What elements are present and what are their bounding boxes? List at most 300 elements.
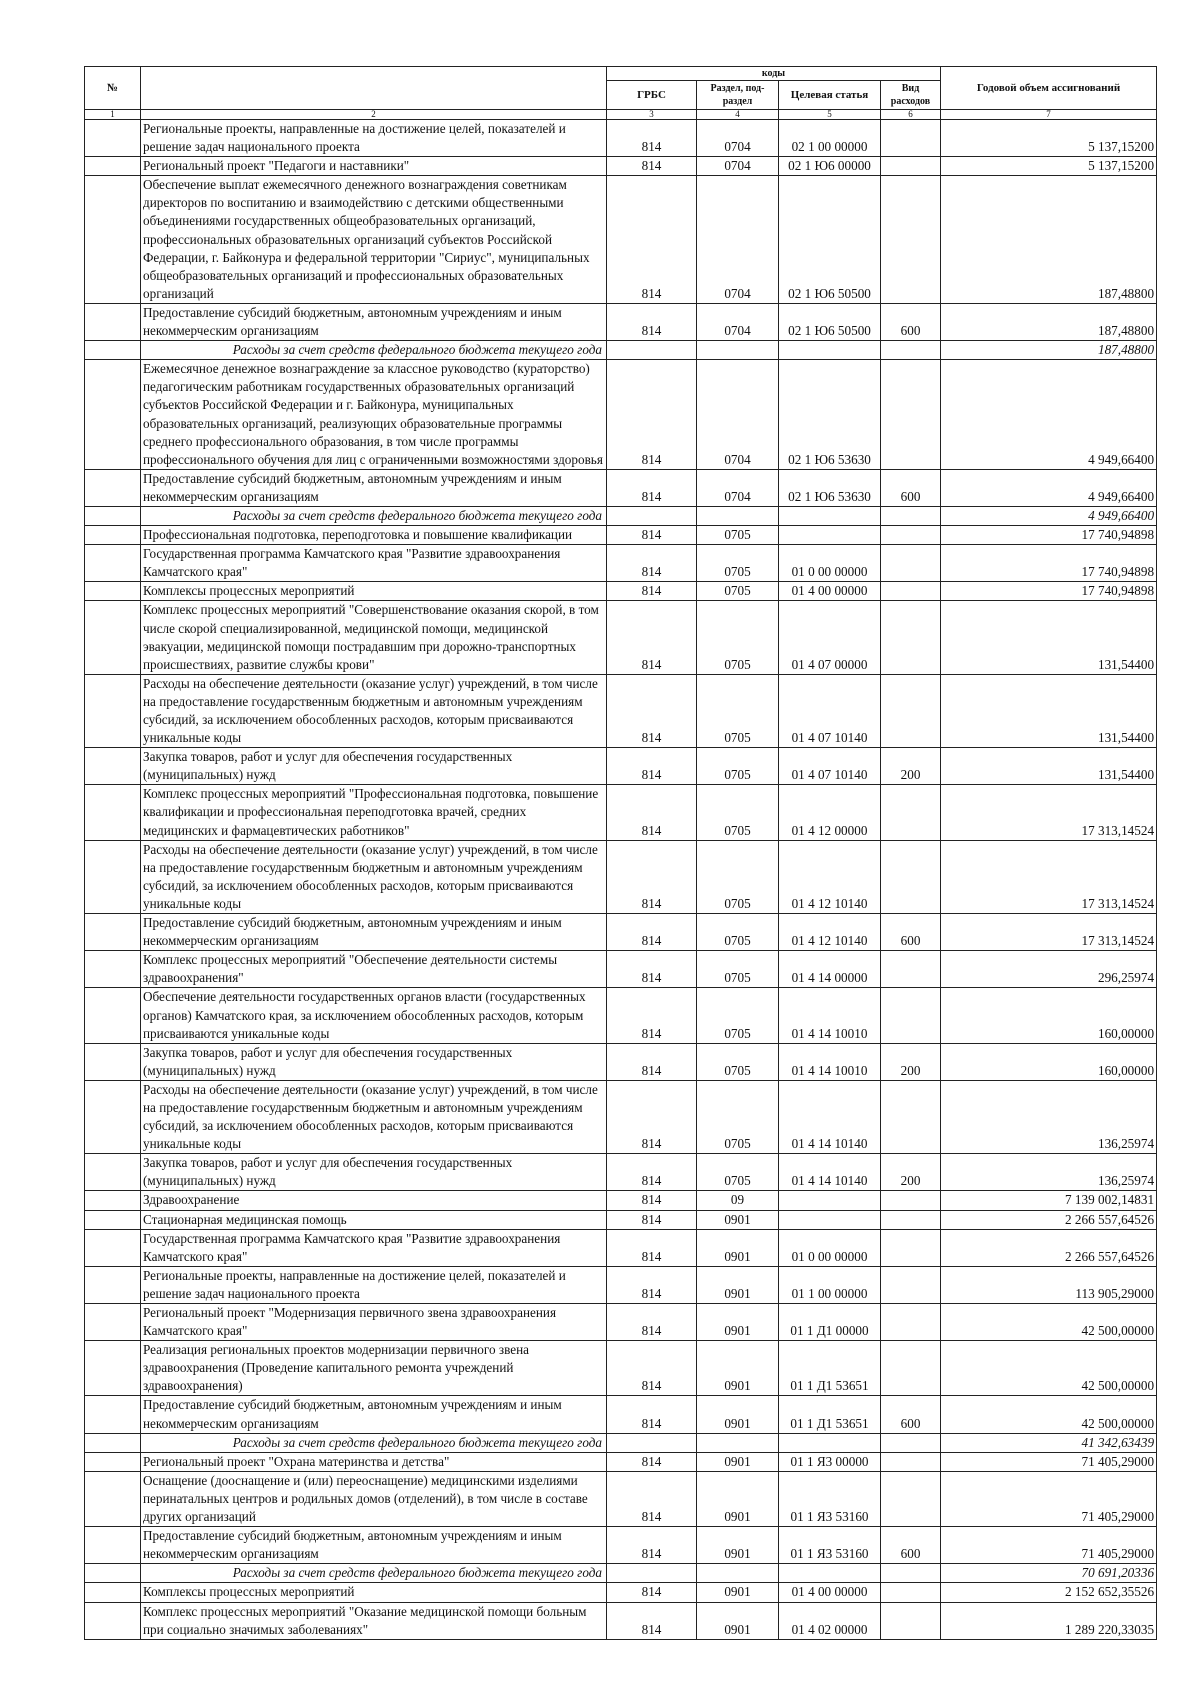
amount-cell: 42 500,00000 bbox=[941, 1396, 1157, 1433]
expense-type-cell bbox=[881, 1452, 941, 1471]
item-name-cell: Оснащение (дооснащение и (или) переоснащение) медицинскими изделиями перинатальных центров и родильных домов (отделений), в том числе в составе других организаций bbox=[141, 1471, 607, 1526]
grbs-code-cell: 814 bbox=[607, 1583, 697, 1602]
expense-type-cell bbox=[881, 951, 941, 988]
section-code-cell: 0705 bbox=[697, 601, 779, 674]
budget-row bbox=[85, 526, 1157, 545]
row-number-cell bbox=[85, 1527, 141, 1564]
section-code-cell: 0705 bbox=[697, 1080, 779, 1153]
grbs-code-cell: 814 bbox=[607, 914, 697, 951]
row-number-cell bbox=[85, 360, 141, 470]
budget-row bbox=[85, 1471, 1157, 1526]
header-name bbox=[141, 67, 607, 110]
section-code-cell: 0901 bbox=[697, 1341, 779, 1396]
target-article-cell bbox=[779, 506, 881, 525]
target-article-cell: 01 4 07 00000 bbox=[779, 601, 881, 674]
section-code-cell: 0704 bbox=[697, 303, 779, 340]
amount-cell: 4 949,66400 bbox=[941, 506, 1157, 525]
column-number: 3 bbox=[607, 110, 697, 120]
expense-type-cell: 200 bbox=[881, 748, 941, 785]
item-name-cell: Закупка товаров, работ и услуг для обеспечения государственных (муниципальных) нужд bbox=[141, 748, 607, 785]
section-code-cell: 0901 bbox=[697, 1210, 779, 1229]
column-number: 7 bbox=[941, 110, 1157, 120]
item-name-cell: Закупка товаров, работ и услуг для обеспечения государственных (муниципальных) нужд bbox=[141, 1043, 607, 1080]
budget-row bbox=[85, 360, 1157, 470]
grbs-code-cell bbox=[607, 1564, 697, 1583]
grbs-code-cell: 814 bbox=[607, 748, 697, 785]
row-number-cell bbox=[85, 601, 141, 674]
section-code-cell: 0705 bbox=[697, 840, 779, 913]
amount-cell: 71 405,29000 bbox=[941, 1471, 1157, 1526]
amount-cell: 2 266 557,64526 bbox=[941, 1229, 1157, 1266]
column-number: 4 bbox=[697, 110, 779, 120]
section-code-cell: 0705 bbox=[697, 785, 779, 840]
row-number-cell bbox=[85, 1452, 141, 1471]
budget-row bbox=[85, 1191, 1157, 1210]
target-article-cell: 01 4 12 10140 bbox=[779, 914, 881, 951]
amount-cell: 17 740,94898 bbox=[941, 526, 1157, 545]
row-number-cell bbox=[85, 1602, 141, 1639]
budget-row bbox=[85, 840, 1157, 913]
amount-cell: 160,00000 bbox=[941, 988, 1157, 1043]
item-name-cell: Ежемесячное денежное вознаграждение за классное руководство (кураторство) педагогическим работникам государственных образовательных организаций субъектов Российской Федерации и г. Байконура, муниципальных образовательных организаций, реализующих образовательные программы среднего профессионального образования, в том числе программы профессионального обучения для лиц с ограниченными возможностями здоровья bbox=[141, 360, 607, 470]
budget-row bbox=[85, 1210, 1157, 1229]
amount-cell: 1 289 220,33035 bbox=[941, 1602, 1157, 1639]
budget-row bbox=[85, 545, 1157, 582]
grbs-code-cell: 814 bbox=[607, 951, 697, 988]
column-number: 1 bbox=[85, 110, 141, 120]
grbs-code-cell: 814 bbox=[607, 601, 697, 674]
budget-row bbox=[85, 1080, 1157, 1153]
expense-type-cell bbox=[881, 1080, 941, 1153]
grbs-code-cell: 814 bbox=[607, 1266, 697, 1303]
expense-type-cell bbox=[881, 674, 941, 747]
target-article-cell: 02 1 Ю6 53630 bbox=[779, 469, 881, 506]
grbs-code-cell bbox=[607, 1433, 697, 1452]
target-article-cell: 01 4 14 10140 bbox=[779, 1080, 881, 1153]
amount-cell: 71 405,29000 bbox=[941, 1527, 1157, 1564]
expense-type-cell bbox=[881, 1602, 941, 1639]
section-code-cell: 0705 bbox=[697, 545, 779, 582]
target-article-cell: 01 4 14 10010 bbox=[779, 988, 881, 1043]
target-article-cell: 01 1 Я3 53160 bbox=[779, 1527, 881, 1564]
expense-type-cell bbox=[881, 1341, 941, 1396]
column-number: 6 bbox=[881, 110, 941, 120]
amount-cell: 187,48800 bbox=[941, 176, 1157, 304]
amount-cell: 17 313,14524 bbox=[941, 785, 1157, 840]
row-number-cell bbox=[85, 1396, 141, 1433]
grbs-code-cell: 814 bbox=[607, 1471, 697, 1526]
item-name-cell: Обеспечение деятельности государственных органов власти (государственных органов) Камчатского края, за исключением обособленных расходов, которым присваиваются уникальные коды bbox=[141, 988, 607, 1043]
grbs-code-cell: 814 bbox=[607, 988, 697, 1043]
amount-cell: 7 139 002,14831 bbox=[941, 1191, 1157, 1210]
expense-type-cell bbox=[881, 988, 941, 1043]
grbs-code-cell: 814 bbox=[607, 360, 697, 470]
section-code-cell: 0901 bbox=[697, 1266, 779, 1303]
amount-cell: 131,54400 bbox=[941, 601, 1157, 674]
item-name-cell: Предоставление субсидий бюджетным, автономным учреждениям и иным некоммерческим организациям bbox=[141, 303, 607, 340]
budget-row bbox=[85, 1396, 1157, 1433]
amount-cell: 5 137,15200 bbox=[941, 120, 1157, 157]
budget-row bbox=[85, 988, 1157, 1043]
target-article-cell: 01 1 Д1 00000 bbox=[779, 1304, 881, 1341]
item-name-cell: Государственная программа Камчатского края "Развитие здравоохранения Камчатского края" bbox=[141, 545, 607, 582]
grbs-code-cell: 814 bbox=[607, 582, 697, 601]
row-number-cell bbox=[85, 157, 141, 176]
grbs-code-cell: 814 bbox=[607, 1229, 697, 1266]
section-code-cell: 0704 bbox=[697, 120, 779, 157]
amount-cell: 41 342,63439 bbox=[941, 1433, 1157, 1452]
grbs-code-cell: 814 bbox=[607, 469, 697, 506]
budget-row bbox=[85, 157, 1157, 176]
item-name-cell: Расходы за счет средств федерального бюджета текущего года bbox=[141, 1433, 607, 1452]
item-name-cell: Расходы на обеспечение деятельности (оказание услуг) учреждений, в том числе на предоставление государственным бюджетным и автономным учреждениям субсидий, за исключением обособленных расходов, которым присваиваются уникальные коды bbox=[141, 840, 607, 913]
expense-type-cell bbox=[881, 1564, 941, 1583]
target-article-cell bbox=[779, 1433, 881, 1452]
item-name-cell: Здравоохранение bbox=[141, 1191, 607, 1210]
section-code-cell: 0705 bbox=[697, 988, 779, 1043]
amount-cell: 136,25974 bbox=[941, 1154, 1157, 1191]
section-code-cell: 0705 bbox=[697, 674, 779, 747]
row-number-cell bbox=[85, 1341, 141, 1396]
budget-row bbox=[85, 1452, 1157, 1471]
budget-table bbox=[84, 66, 1157, 1640]
expense-type-cell bbox=[881, 582, 941, 601]
target-article-cell: 01 1 Д1 53651 bbox=[779, 1341, 881, 1396]
row-number-cell bbox=[85, 1583, 141, 1602]
item-name-cell: Расходы за счет средств федерального бюджета текущего года bbox=[141, 341, 607, 360]
grbs-code-cell bbox=[607, 506, 697, 525]
row-number-cell bbox=[85, 506, 141, 525]
item-name-cell: Закупка товаров, работ и услуг для обеспечения государственных (муниципальных) нужд bbox=[141, 1154, 607, 1191]
item-name-cell: Расходы за счет средств федерального бюджета текущего года bbox=[141, 506, 607, 525]
column-number-row bbox=[85, 110, 1157, 120]
header-grbs: ГРБС bbox=[607, 81, 697, 110]
amount-cell: 17 313,14524 bbox=[941, 840, 1157, 913]
grbs-code-cell: 814 bbox=[607, 303, 697, 340]
amount-cell: 2 266 557,64526 bbox=[941, 1210, 1157, 1229]
target-article-cell bbox=[779, 1210, 881, 1229]
grbs-code-cell: 814 bbox=[607, 1304, 697, 1341]
item-name-cell: Региональный проект "Охрана материнства и детства" bbox=[141, 1452, 607, 1471]
section-code-cell: 0705 bbox=[697, 914, 779, 951]
row-number-cell bbox=[85, 914, 141, 951]
item-name-cell: Реализация региональных проектов модернизации первичного звена здравоохранения (Проведение капитального ремонта учреждений здравоохранения) bbox=[141, 1341, 607, 1396]
expense-type-cell bbox=[881, 526, 941, 545]
amount-cell: 187,48800 bbox=[941, 303, 1157, 340]
row-number-cell bbox=[85, 341, 141, 360]
budget-row bbox=[85, 674, 1157, 747]
item-name-cell: Комплексы процессных мероприятий bbox=[141, 582, 607, 601]
target-article-cell bbox=[779, 341, 881, 360]
item-name-cell: Расходы на обеспечение деятельности (оказание услуг) учреждений, в том числе на предоставление государственным бюджетным и автономным учреждениям субсидий, за исключением обособленных расходов, которым присваиваются уникальные коды bbox=[141, 674, 607, 747]
header-section: Раздел, под-раздел bbox=[697, 81, 779, 110]
row-number-cell bbox=[85, 1471, 141, 1526]
section-code-cell: 0705 bbox=[697, 951, 779, 988]
budget-row bbox=[85, 176, 1157, 304]
row-number-cell bbox=[85, 1191, 141, 1210]
target-article-cell: 01 4 02 00000 bbox=[779, 1602, 881, 1639]
grbs-code-cell: 814 bbox=[607, 545, 697, 582]
budget-row bbox=[85, 748, 1157, 785]
expense-type-cell bbox=[881, 1304, 941, 1341]
grbs-code-cell: 814 bbox=[607, 1452, 697, 1471]
amount-cell: 71 405,29000 bbox=[941, 1452, 1157, 1471]
section-code-cell: 0704 bbox=[697, 176, 779, 304]
expense-type-cell bbox=[881, 785, 941, 840]
target-article-cell: 01 1 Д1 53651 bbox=[779, 1396, 881, 1433]
item-name-cell: Региональный проект "Модернизация первичного звена здравоохранения Камчатского края" bbox=[141, 1304, 607, 1341]
grbs-code-cell: 814 bbox=[607, 157, 697, 176]
grbs-code-cell: 814 bbox=[607, 1043, 697, 1080]
budget-row bbox=[85, 1527, 1157, 1564]
grbs-code-cell: 814 bbox=[607, 526, 697, 545]
item-name-cell: Расходы на обеспечение деятельности (оказание услуг) учреждений, в том числе на предоставление государственным бюджетным и автономным учреждениям субсидий, за исключением обособленных расходов, которым присваиваются уникальные коды bbox=[141, 1080, 607, 1153]
grbs-code-cell: 814 bbox=[607, 1210, 697, 1229]
row-number-cell bbox=[85, 582, 141, 601]
budget-row bbox=[85, 582, 1157, 601]
target-article-cell bbox=[779, 526, 881, 545]
amount-cell: 136,25974 bbox=[941, 1080, 1157, 1153]
target-article-cell: 01 4 12 10140 bbox=[779, 840, 881, 913]
amount-cell: 2 152 652,35526 bbox=[941, 1583, 1157, 1602]
budget-rows bbox=[85, 120, 1157, 1640]
expense-type-cell bbox=[881, 1583, 941, 1602]
item-name-cell: Комплекс процессных мероприятий "Оказание медицинской помощи больным при социально значимых заболеваниях" bbox=[141, 1602, 607, 1639]
federal-funds-row bbox=[85, 1433, 1157, 1452]
target-article-cell bbox=[779, 1191, 881, 1210]
item-name-cell: Региональные проекты, направленные на достижение целей, показателей и решение задач национального проекта bbox=[141, 120, 607, 157]
expense-type-cell bbox=[881, 545, 941, 582]
grbs-code-cell: 814 bbox=[607, 1341, 697, 1396]
item-name-cell: Предоставление субсидий бюджетным, автономным учреждениям и иным некоммерческим организациям bbox=[141, 1396, 607, 1433]
section-code-cell bbox=[697, 1433, 779, 1452]
row-number-cell bbox=[85, 545, 141, 582]
row-number-cell bbox=[85, 785, 141, 840]
grbs-code-cell bbox=[607, 341, 697, 360]
budget-row bbox=[85, 469, 1157, 506]
amount-cell: 113 905,29000 bbox=[941, 1266, 1157, 1303]
target-article-cell: 01 1 Я3 00000 bbox=[779, 1452, 881, 1471]
grbs-code-cell: 814 bbox=[607, 176, 697, 304]
section-code-cell: 0901 bbox=[697, 1304, 779, 1341]
target-article-cell: 02 1 00 00000 bbox=[779, 120, 881, 157]
budget-row bbox=[85, 1154, 1157, 1191]
target-article-cell: 01 4 07 10140 bbox=[779, 748, 881, 785]
budget-row bbox=[85, 1602, 1157, 1639]
grbs-code-cell: 814 bbox=[607, 1527, 697, 1564]
row-number-cell bbox=[85, 176, 141, 304]
item-name-cell: Комплекс процессных мероприятий "Обеспечение деятельности системы здравоохранения" bbox=[141, 951, 607, 988]
row-number-cell bbox=[85, 526, 141, 545]
grbs-code-cell: 814 bbox=[607, 785, 697, 840]
item-name-cell: Государственная программа Камчатского края "Развитие здравоохранения Камчатского края" bbox=[141, 1229, 607, 1266]
grbs-code-cell: 814 bbox=[607, 1602, 697, 1639]
item-name-cell: Профессиональная подготовка, переподготовка и повышение квалификации bbox=[141, 526, 607, 545]
item-name-cell: Предоставление субсидий бюджетным, автономным учреждениям и иным некоммерческим организациям bbox=[141, 1527, 607, 1564]
row-number-cell bbox=[85, 951, 141, 988]
expense-type-cell bbox=[881, 1433, 941, 1452]
expense-type-cell bbox=[881, 1191, 941, 1210]
row-number-cell bbox=[85, 674, 141, 747]
expense-type-cell bbox=[881, 120, 941, 157]
expense-type-cell: 600 bbox=[881, 914, 941, 951]
grbs-code-cell: 814 bbox=[607, 1396, 697, 1433]
grbs-code-cell: 814 bbox=[607, 120, 697, 157]
expense-type-cell bbox=[881, 341, 941, 360]
expense-type-cell bbox=[881, 1229, 941, 1266]
amount-cell: 131,54400 bbox=[941, 748, 1157, 785]
expense-type-cell bbox=[881, 176, 941, 304]
target-article-cell: 01 4 14 10140 bbox=[779, 1154, 881, 1191]
expense-type-cell: 200 bbox=[881, 1154, 941, 1191]
section-code-cell: 0704 bbox=[697, 157, 779, 176]
row-number-cell bbox=[85, 988, 141, 1043]
grbs-code-cell: 814 bbox=[607, 674, 697, 747]
row-number-cell bbox=[85, 1564, 141, 1583]
row-number-cell bbox=[85, 748, 141, 785]
header-codes: коды bbox=[607, 67, 941, 81]
target-article-cell: 02 1 Ю6 00000 bbox=[779, 157, 881, 176]
amount-cell: 42 500,00000 bbox=[941, 1341, 1157, 1396]
header-type: Вид расходов bbox=[881, 81, 941, 110]
amount-cell: 4 949,66400 bbox=[941, 360, 1157, 470]
amount-cell: 160,00000 bbox=[941, 1043, 1157, 1080]
grbs-code-cell: 814 bbox=[607, 1191, 697, 1210]
row-number-cell bbox=[85, 303, 141, 340]
expense-type-cell bbox=[881, 157, 941, 176]
amount-cell: 70 691,20336 bbox=[941, 1564, 1157, 1583]
budget-row bbox=[85, 303, 1157, 340]
header-target: Целевая статья bbox=[779, 81, 881, 110]
section-code-cell: 0901 bbox=[697, 1452, 779, 1471]
column-number: 5 bbox=[779, 110, 881, 120]
expense-type-cell bbox=[881, 1266, 941, 1303]
section-code-cell: 0901 bbox=[697, 1583, 779, 1602]
budget-row bbox=[85, 1583, 1157, 1602]
expense-type-cell bbox=[881, 601, 941, 674]
federal-funds-row bbox=[85, 506, 1157, 525]
section-code-cell: 0901 bbox=[697, 1602, 779, 1639]
expense-type-cell bbox=[881, 1210, 941, 1229]
budget-row bbox=[85, 1266, 1157, 1303]
item-name-cell: Расходы за счет средств федерального бюджета текущего года bbox=[141, 1564, 607, 1583]
target-article-cell: 01 4 00 00000 bbox=[779, 582, 881, 601]
row-number-cell bbox=[85, 120, 141, 157]
target-article-cell: 01 0 00 00000 bbox=[779, 545, 881, 582]
expense-type-cell bbox=[881, 506, 941, 525]
expense-type-cell bbox=[881, 840, 941, 913]
header-amount: Годовой объем ассигнований bbox=[941, 67, 1157, 110]
target-article-cell: 02 1 Ю6 50500 bbox=[779, 303, 881, 340]
grbs-code-cell: 814 bbox=[607, 1154, 697, 1191]
target-article-cell: 02 1 Ю6 53630 bbox=[779, 360, 881, 470]
row-number-cell bbox=[85, 1154, 141, 1191]
expense-type-cell: 600 bbox=[881, 1396, 941, 1433]
target-article-cell: 01 4 14 00000 bbox=[779, 951, 881, 988]
row-number-cell bbox=[85, 469, 141, 506]
budget-row bbox=[85, 601, 1157, 674]
section-code-cell: 0901 bbox=[697, 1471, 779, 1526]
grbs-code-cell: 814 bbox=[607, 840, 697, 913]
section-code-cell: 0704 bbox=[697, 360, 779, 470]
amount-cell: 4 949,66400 bbox=[941, 469, 1157, 506]
item-name-cell: Обеспечение выплат ежемесячного денежного вознаграждения советникам директоров по воспитанию и взаимодействию с детскими общественными объединениями государственных общеобразовательных организаций, профессиональных образовательных организаций субъектов Российской Федерации, г. Байконура и федеральной территории "Сириус", муниципальных общеобразовательных организаций и профессиональных образовательных организаций bbox=[141, 176, 607, 304]
item-name-cell: Предоставление субсидий бюджетным, автономным учреждениям и иным некоммерческим организациям bbox=[141, 469, 607, 506]
item-name-cell: Комплекс процессных мероприятий "Совершенствование оказания скорой, в том числе скорой специализированной, медицинской помощи, медицинской эвакуации, медицинской помощи пострадавшим при дорожно-транспортных происшествиях, развитие службы крови" bbox=[141, 601, 607, 674]
target-article-cell: 01 4 07 10140 bbox=[779, 674, 881, 747]
section-code-cell: 0705 bbox=[697, 526, 779, 545]
expense-type-cell: 600 bbox=[881, 1527, 941, 1564]
section-code-cell: 0705 bbox=[697, 1154, 779, 1191]
section-code-cell bbox=[697, 506, 779, 525]
budget-row bbox=[85, 1341, 1157, 1396]
target-article-cell: 02 1 Ю6 50500 bbox=[779, 176, 881, 304]
target-article-cell: 01 4 00 00000 bbox=[779, 1583, 881, 1602]
amount-cell: 17 740,94898 bbox=[941, 582, 1157, 601]
amount-cell: 17 313,14524 bbox=[941, 914, 1157, 951]
section-code-cell: 0704 bbox=[697, 469, 779, 506]
amount-cell: 131,54400 bbox=[941, 674, 1157, 747]
item-name-cell: Стационарная медицинская помощь bbox=[141, 1210, 607, 1229]
expense-type-cell: 600 bbox=[881, 303, 941, 340]
row-number-cell bbox=[85, 1433, 141, 1452]
section-code-cell bbox=[697, 341, 779, 360]
grbs-code-cell: 814 bbox=[607, 1080, 697, 1153]
section-code-cell: 0705 bbox=[697, 748, 779, 785]
target-article-cell: 01 1 00 00000 bbox=[779, 1266, 881, 1303]
item-name-cell: Региональный проект "Педагоги и наставники" bbox=[141, 157, 607, 176]
row-number-cell bbox=[85, 840, 141, 913]
budget-row bbox=[85, 1304, 1157, 1341]
row-number-cell bbox=[85, 1210, 141, 1229]
section-code-cell: 0705 bbox=[697, 1043, 779, 1080]
section-code-cell: 0901 bbox=[697, 1229, 779, 1266]
row-number-cell bbox=[85, 1080, 141, 1153]
amount-cell: 187,48800 bbox=[941, 341, 1157, 360]
row-number-cell bbox=[85, 1229, 141, 1266]
item-name-cell: Комплексы процессных мероприятий bbox=[141, 1583, 607, 1602]
target-article-cell: 01 0 00 00000 bbox=[779, 1229, 881, 1266]
expense-type-cell bbox=[881, 360, 941, 470]
item-name-cell: Предоставление субсидий бюджетным, автономным учреждениям и иным некоммерческим организациям bbox=[141, 914, 607, 951]
section-code-cell: 0901 bbox=[697, 1527, 779, 1564]
expense-type-cell bbox=[881, 1471, 941, 1526]
column-number: 2 bbox=[141, 110, 607, 120]
federal-funds-row bbox=[85, 341, 1157, 360]
target-article-cell bbox=[779, 1564, 881, 1583]
amount-cell: 42 500,00000 bbox=[941, 1304, 1157, 1341]
budget-row bbox=[85, 785, 1157, 840]
section-code-cell: 0705 bbox=[697, 582, 779, 601]
amount-cell: 296,25974 bbox=[941, 951, 1157, 988]
amount-cell: 5 137,15200 bbox=[941, 157, 1157, 176]
budget-row bbox=[85, 914, 1157, 951]
target-article-cell: 01 1 Я3 53160 bbox=[779, 1471, 881, 1526]
item-name-cell: Комплекс процессных мероприятий "Профессиональная подготовка, повышение квалификации и профессиональная переподготовка врачей, средних медицинских и фармацевтических работников" bbox=[141, 785, 607, 840]
row-number-cell bbox=[85, 1304, 141, 1341]
budget-row bbox=[85, 1043, 1157, 1080]
target-article-cell: 01 4 12 00000 bbox=[779, 785, 881, 840]
row-number-cell bbox=[85, 1266, 141, 1303]
section-code-cell bbox=[697, 1564, 779, 1583]
target-article-cell: 01 4 14 10010 bbox=[779, 1043, 881, 1080]
federal-funds-row bbox=[85, 1564, 1157, 1583]
budget-row bbox=[85, 1229, 1157, 1266]
row-number-cell bbox=[85, 1043, 141, 1080]
expense-type-cell: 200 bbox=[881, 1043, 941, 1080]
expense-type-cell: 600 bbox=[881, 469, 941, 506]
header-number: № bbox=[85, 67, 141, 110]
